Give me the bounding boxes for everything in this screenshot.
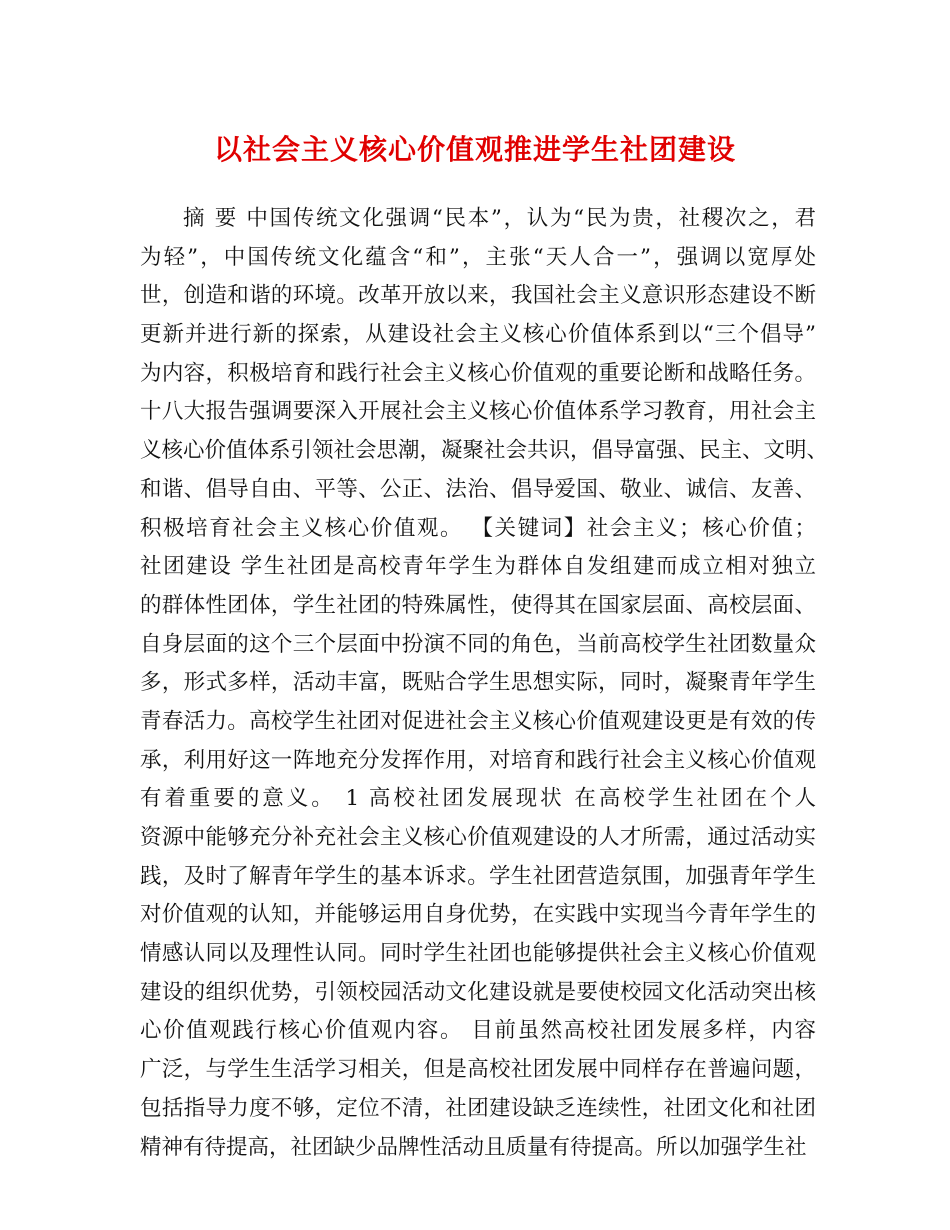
text-line-17: 资源中能够充分补充社会主义核心价值观建设的人才所需，通过活动实 <box>140 825 816 850</box>
text-line-23: 广泛，与学生生活学习相关，但是高校社团发展中同样存在普遍问题， <box>140 1057 816 1083</box>
text-line-25: 精神有待提高，社团缺少品牌性活动且质量有待提高。所以加强学生社 <box>140 1134 807 1160</box>
text-line-20: 情感认同以及理性认同。同时学生社团也能够提供社会主义核心价值观 <box>140 941 816 967</box>
text-line-2: 为轻”，中国传统文化蕴含“和”，主张“天人合一”，强调以宽厚处 <box>140 244 816 270</box>
text-line-12: 自身层面的这个三个层面中扮演不同的角色，当前高校学生社团数量众 <box>140 631 816 657</box>
text-line-11: 的群体性团体，学生社团的特殊属性，使得其在国家层面、高校层面、 <box>140 592 816 618</box>
text-line-9: 积极培育社会主义核心价值观。 【关键词】社会主义；核心价值； <box>140 515 816 541</box>
text-line-14: 青春活力。高校学生社团对促进社会主义核心价值观建设更是有效的传 <box>140 708 816 734</box>
text-line-7: 义核心价值体系引领社会思潮，凝聚社会共识，倡导富强、民主、文明、 <box>140 438 829 464</box>
page-title: 以社会主义核心价值观推进学生社团建设 <box>213 133 736 166</box>
text-line-18: 践，及时了解青年学生的基本诉求。学生社团营造氛围，加强青年学生 <box>140 863 816 889</box>
text-line-19: 对价值观的认知，并能够运用自身优势，在实践中实现当今青年学生的 <box>140 902 816 928</box>
text-line-8: 和谐、倡导自由、平等、公正、法治、倡导爱国、敬业、诚信、友善、 <box>140 476 816 502</box>
text-line-3: 世，创造和谐的环境。改革开放以来，我国社会主义意识形态建设不断 <box>140 283 816 309</box>
text-line-22: 心价值观践行核心价值观内容。 目前虽然高校社团发展多样，内容 <box>140 1018 816 1044</box>
text-line-5: 为内容，积极培育和践行社会主义核心价值观的重要论断和战略任务。 <box>140 360 816 386</box>
text-line-10: 社团建设 学生社团是高校青年学生为群体自发组建而成立相对独立 <box>140 554 816 580</box>
text-line-16: 有着重要的意义。 1 高校社团发展现状 在高校学生社团在个人 <box>140 786 816 812</box>
text-line-6: 十八大报告强调要深入开展社会主义核心价值体系学习教育，用社会主 <box>140 399 816 425</box>
text-line-15: 承，利用好这一阵地充分发挥作用，对培育和践行社会主义核心价值观 <box>140 747 816 773</box>
text-line-13: 多，形式多样，活动丰富，既贴合学生思想实际，同时，凝聚青年学生 <box>140 670 816 696</box>
text-line-1: 摘 要 中国传统文化强调“民本”，认为“民为贵，社稷次之，君 <box>183 206 816 231</box>
text-line-24: 包括指导力度不够，定位不清，社团建设缺乏连续性，社团文化和社团 <box>140 1095 816 1121</box>
text-line-4: 更新并进行新的探索，从建设社会主义核心价值体系到以“三个倡导” <box>140 322 816 348</box>
body-text <box>140 200 829 1167</box>
text-line-21: 建设的组织优势，引领校园活动文化建设就是要使校园文化活动突出核 <box>140 979 816 1005</box>
